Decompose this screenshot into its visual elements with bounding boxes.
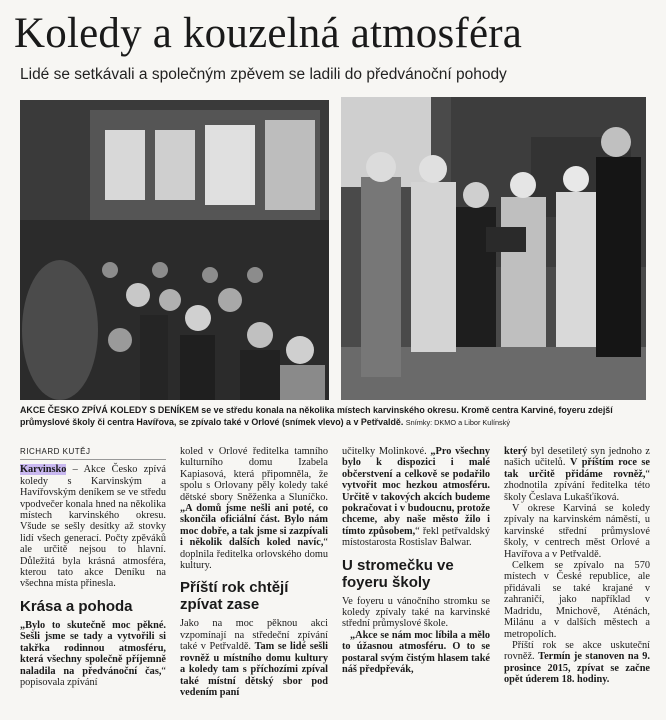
dateline: Karvinsko	[20, 464, 67, 476]
paragraph-text: Jako na moc pěknou akci vzpomínají na středeční zpívání také v Petřvaldě.	[180, 618, 328, 653]
paragraph-text: “ řekl petřvaldský místostarosta Rostislav Balwar.	[342, 525, 490, 549]
subheading: U stromečku ve foyeru školy	[342, 556, 454, 591]
paragraph	[504, 446, 650, 503]
paragraph: Ve foyeru u vánočního stromku se koledy zpívaly také na karvinské střední průmyslové škole.	[342, 595, 490, 630]
paragraph	[342, 446, 490, 549]
children-choir-photo	[20, 100, 329, 400]
article-column-4	[504, 446, 650, 686]
quote-text: který	[504, 446, 528, 457]
paragraph-text: “ popisovala zpívání	[20, 665, 166, 688]
paragraph-text: “ doplnila ředitelka orlovského domu kultury.	[180, 537, 328, 572]
paragraph-text: – Akce Česko zpívá koledy s Karvinským a Havířovským deníkem se ve středu vpodvečer konala hned na několika místech karvinského okresu. Všude se sešly desítky až stovky lidí všech generací. Počty zpěváků ale určitě nejsou to hlavní. Důležitá byla krásná atmosféra, kterou tato akce Deníku na všechna místa přinesla.	[20, 464, 166, 590]
paragraph-text: byl desetiletý syn jednoho z našich učitelů.	[504, 446, 650, 469]
subheading: Krása a pohoda	[20, 597, 133, 615]
paragraph: Celkem se zpívalo na 570 místech v České republice, ale přidávali se také krajané v zahraničí, jako například v Madridu, Mnichově, Aténách, Milánu a v dalších městech a metropolích.	[504, 560, 650, 640]
quote-text: Termín je stanoven na 9. prosince 2015, zpívat se začne opět úderem 18. hodiny.	[504, 651, 650, 686]
article-column-1	[20, 446, 166, 688]
article-column-3	[342, 446, 490, 676]
quote-text: „Bylo to skutečně moc pěkné. Sešli jsme se tady a vytvořili si takřka rodinnou atmosféru, která všechny společně příjemně naladila na předvánoční čas,	[20, 619, 166, 677]
quote-text: „A domů jsme nešli ani poté, co skončila oficiální část. Bylo nám moc dobře, a tak jsme si zazpívali i několik dalších koled navíc,	[180, 503, 328, 549]
paragraph	[180, 618, 328, 698]
article-deck: Lidé se setkávali a společným zpěvem se ladili do předvánoční pohody	[20, 66, 507, 83]
paragraph	[504, 640, 650, 686]
article-column-2	[180, 446, 328, 698]
quote-text: V příštím roce se tak určitě přidáme rovněž,	[504, 457, 650, 480]
article-headline: Koledy a kouzelná atmosféra	[14, 10, 523, 57]
paragraph-text: Příští rok se akce uskuteční rovněž.	[504, 639, 650, 663]
quote-text: „Pro všechny bylo k dispozici i malé občerstvení a celkově se podařilo vytvořit moc hezkou atmosféru. Určitě v takových akcích budeme pokračovat i v budoucnu, protože chceme, aby naše město žilo i tímto způsobem,	[342, 446, 491, 537]
paragraph-text: koled v Orlové ředitelka tamního kulturního domu Izabela Kapiasová, která připomněla, že spolu s Orlovany pěly koledy také dětské sbory Sněženka a Sluníčko.	[180, 446, 328, 503]
paragraph	[180, 446, 328, 571]
paragraph	[342, 630, 490, 676]
paragraph: V okrese Karviná se koledy zpívaly na karvinském náměstí, u karvinské střední průmyslové školy, v centrech měst Orlové a Havířova a v Petřvaldě.	[504, 503, 650, 560]
caption-text: AKCE ČESKO ZPÍVÁ KOLEDY S DENÍKEM se ve středu konala na několika místech karvinského okresu. Kromě centra Karviné, foyeru zdejší průmyslové školy či centra Havířova, se zpívalo také v Orlové (snímek vlevo) a v Petřvaldě.	[20, 405, 613, 427]
quote-text: Tam se lidé sešli rovněž u místního domu kultury a koledy tam s příchozími zpíval také místní dětský sbor pod vedením paní	[180, 641, 328, 698]
paragraph	[20, 620, 166, 688]
paragraph-text: učitelky Molinkové.	[342, 446, 427, 457]
paragraph	[20, 464, 166, 589]
byline: RICHARD KUTĚJ	[20, 446, 166, 460]
outdoor-singers-photo	[341, 97, 646, 400]
article-body	[20, 446, 650, 720]
photo-caption	[20, 405, 652, 428]
quote-text: „Akce se nám moc líbila a mělo to úžasnou atmosféru. O to se postaral svým čistým hlasem také náš předpřevák,	[342, 629, 490, 676]
paragraph-text: “ zhodnotila zpívání ředitelka této školy Česlava Lukašťíková.	[504, 468, 650, 503]
photo-credit: Snímky: DKMO a Libor Kulínský	[405, 417, 510, 427]
subheading: Příští rok chtějí zpívat zase	[180, 579, 289, 614]
